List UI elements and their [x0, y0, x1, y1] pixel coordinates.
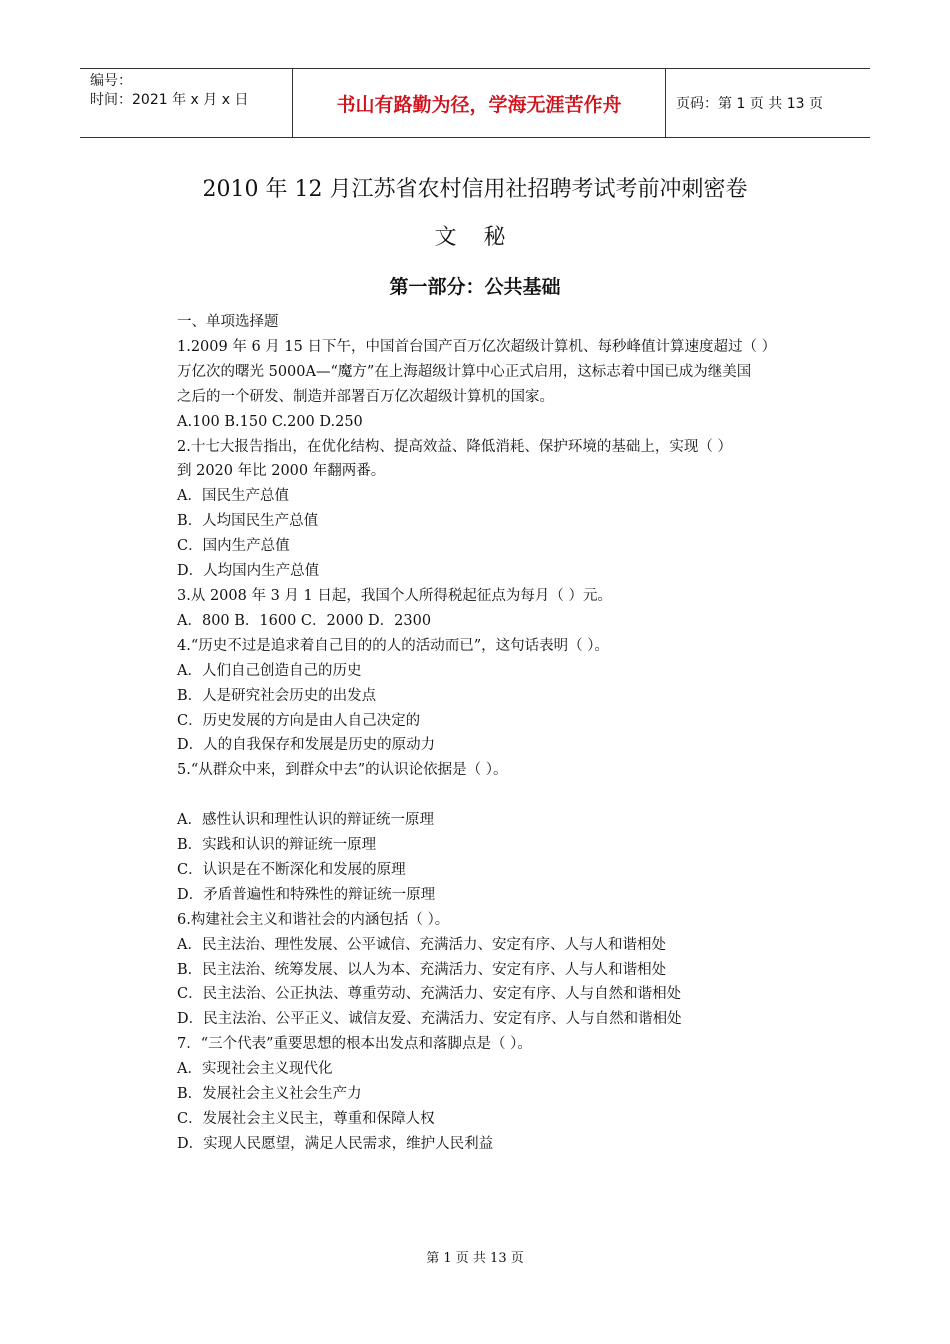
- text-line: 之后的一个研发、制造并部署百万亿次超级计算机的国家。: [177, 388, 554, 405]
- doc-title: 2010 年 12 月江苏省农村信用社招聘考试考前冲刺密卷: [202, 177, 748, 202]
- text-line: B．民主法治、统筹发展、以人为本、充满活力、安定有序、人与人和谐相处: [177, 961, 667, 978]
- text-line: A．800 B．1600 C．2000 D．2300: [177, 612, 432, 629]
- doc-number-label: 编号：: [90, 73, 132, 89]
- doc-time-label: 时间：2021 年 x 月 x 日: [90, 92, 249, 108]
- text-line: A．国民生产总值: [177, 488, 289, 505]
- page-footer: 第 1 页 共 13 页: [426, 1251, 524, 1266]
- text-line: 1.2009 年 6 月 15 日下午，中国首台国产百万亿次超级计算机、每秒峰值计算速度超过（ ）: [177, 338, 777, 355]
- text-line: 2.十七大报告指出，在优化结构、提高效益、降低消耗、保护环境的基础上，实现（ ）: [177, 438, 732, 455]
- text-line: 5.“从群众中来，到群众中去”的认识论依据是（ ）。: [177, 762, 508, 779]
- text-line: 7．“三个代表”重要思想的根本出发点和落脚点是（ ）。: [177, 1036, 532, 1053]
- text-line: D．人均国内生产总值: [177, 563, 320, 580]
- section-heading: 第一部分：公共基础: [389, 276, 561, 298]
- text-line: B．人均国民生产总值: [177, 513, 319, 530]
- page-header: [80, 68, 870, 138]
- text-line: 万亿次的曙光 5000A—“魔方”在上海超级计算中心正式启用，这标志着中国已成为继美国: [177, 363, 752, 380]
- text-line: C．历史发展的方向是由人自己决定的: [177, 712, 421, 729]
- doc-subtitle: 文 秘: [434, 225, 516, 250]
- text-line: 3.从 2008 年 3 月 1 日起，我国个人所得税起征点为每月（ ）元。: [177, 587, 612, 604]
- text-line: 到 2020 年比 2000 年翻两番。: [177, 463, 386, 480]
- text-line: D．矛盾普遍性和特殊性的辩证统一原理: [177, 886, 436, 903]
- text-line: B．实践和认识的辩证统一原理: [177, 837, 377, 854]
- text-line: D．民主法治、公平正义、诚信友爱、充满活力、安定有序、人与自然和谐相处: [177, 1011, 682, 1028]
- text-line: A．感性认识和理性认识的辩证统一原理: [177, 812, 434, 829]
- text-line: 一、单项选择题: [177, 314, 279, 330]
- text-line: C．国内生产总值: [177, 538, 290, 555]
- header-meta: [80, 69, 293, 137]
- text-line: 4.“历史不过是追求着自己目的的人的活动而已”，这句话表明（ ）。: [177, 637, 610, 654]
- text-line: D．人的自我保存和发展是历史的原动力: [177, 737, 436, 754]
- text-line: B．发展社会主义社会生产力: [177, 1086, 362, 1103]
- text-line: 6.构建社会主义和谐社会的内涵包括（ ）。: [177, 911, 450, 928]
- text-line: A．实现社会主义现代化: [177, 1061, 333, 1078]
- text-line: A．民主法治、理性发展、公平诚信、充满活力、安定有序、人与人和谐相处: [177, 936, 666, 953]
- blank-line: [145, 783, 810, 808]
- header-page-info: 页码：第 1 页 共 13 页: [676, 96, 823, 112]
- question-body: [145, 310, 810, 1157]
- text-line: C．认识是在不断深化和发展的原理: [177, 861, 406, 878]
- text-line: C．发展社会主义民主，尊重和保障人权: [177, 1110, 435, 1127]
- text-line: B．人是研究社会历史的出发点: [177, 687, 377, 704]
- header-motto: 书山有路勤为径，学海无涯苦作舟: [293, 69, 666, 137]
- text-line: D．实现人民愿望，满足人民需求，维护人民利益: [177, 1135, 494, 1152]
- text-line: A．人们自己创造自己的历史: [177, 662, 362, 679]
- text-line: A.100 B.150 C.200 D.250: [177, 413, 363, 430]
- text-line: C．民主法治、公正执法、尊重劳动、充满活力、安定有序、人与自然和谐相处: [177, 986, 682, 1003]
